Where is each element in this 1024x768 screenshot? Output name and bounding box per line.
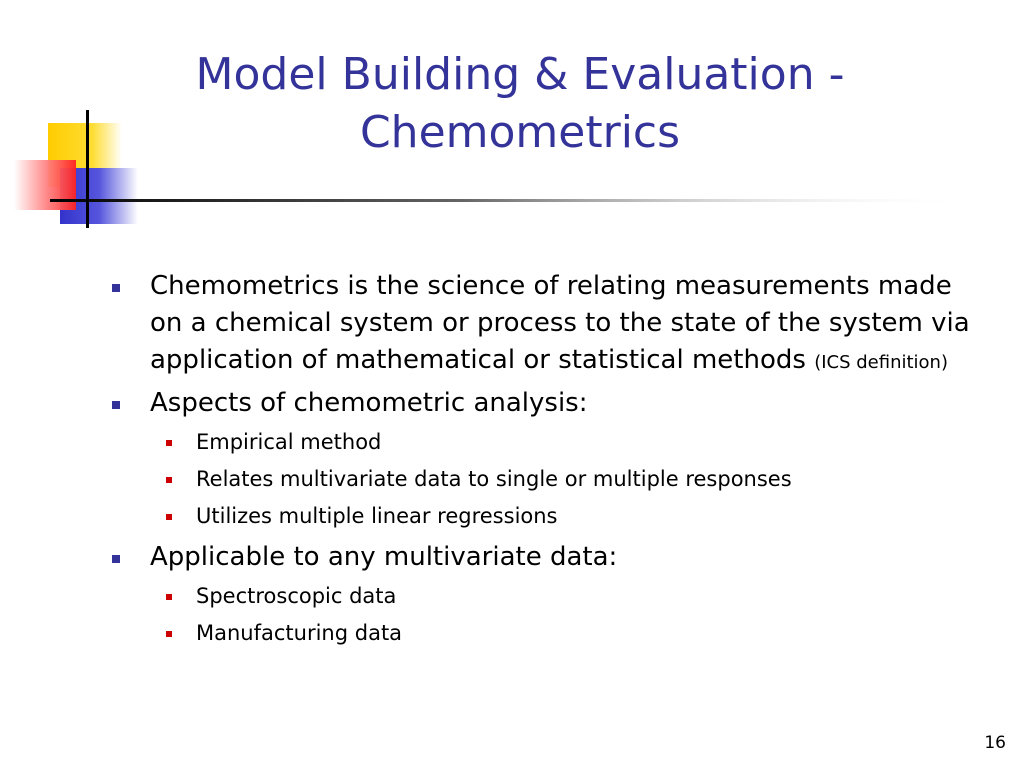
sub-bullet-list <box>150 424 992 535</box>
bullet-text: Applicable to any multivariate data: <box>150 542 618 572</box>
bullet-note: (ICS definition) <box>814 352 948 373</box>
sub-bullet-item <box>150 578 992 615</box>
small-square-bullet-icon <box>166 440 172 446</box>
sub-bullet-text: Spectroscopic data <box>196 584 397 608</box>
bullet-list <box>112 268 992 652</box>
sub-bullet-item <box>150 615 992 652</box>
page-number: 16 <box>984 733 1006 753</box>
deco-vertical-rule <box>86 110 89 228</box>
bullet-item-applicable <box>112 539 992 652</box>
square-bullet-icon <box>112 555 120 563</box>
sub-bullet-item <box>150 461 992 498</box>
bullet-item-aspects <box>112 385 992 535</box>
square-bullet-icon <box>112 401 120 409</box>
slide-title <box>120 46 920 162</box>
bullet-item-definition <box>112 268 992 381</box>
small-square-bullet-icon <box>166 477 172 483</box>
deco-horizontal-rule <box>50 199 970 202</box>
small-square-bullet-icon <box>166 631 172 637</box>
sub-bullet-text: Empirical method <box>196 430 382 454</box>
sub-bullet-text: Utilizes multiple linear regressions <box>196 504 558 528</box>
small-square-bullet-icon <box>166 514 172 520</box>
bullet-text: Chemometrics is the science of relating measurements made on a chemical system or process to the state of the system via application of mathematical or statistical methods <box>150 271 970 375</box>
sub-bullet-list <box>150 578 992 652</box>
deco-red-square <box>14 160 76 210</box>
bullet-text: Aspects of chemometric analysis: <box>150 388 588 418</box>
sub-bullet-text: Manufacturing data <box>196 621 403 645</box>
slide-content <box>112 268 992 656</box>
slide-title-line-1: Model Building & Evaluation - <box>195 49 845 100</box>
small-square-bullet-icon <box>166 594 172 600</box>
square-bullet-icon <box>112 284 120 292</box>
sub-bullet-item <box>150 424 992 461</box>
slide-title-line-2: Chemometrics <box>359 107 681 158</box>
sub-bullet-item <box>150 498 992 535</box>
sub-bullet-text: Relates multivariate data to single or multiple responses <box>196 467 792 491</box>
